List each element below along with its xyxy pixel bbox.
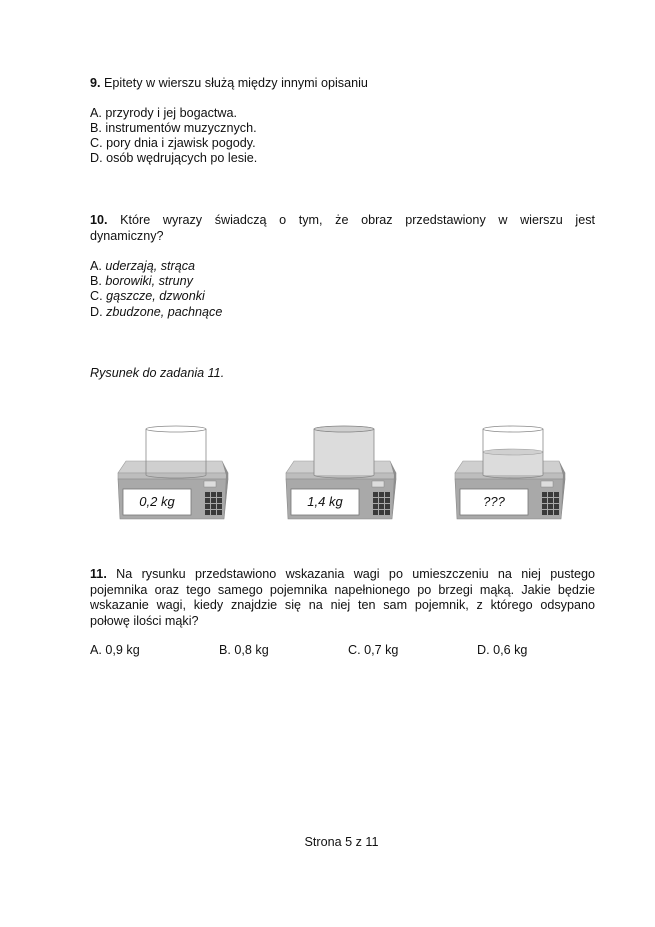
question-10 bbox=[90, 213, 595, 229]
question-text: Które wyrazy świadczą o tym, że obraz przedstawiony w wierszu jest bbox=[120, 213, 596, 227]
question-11-line3: wskazanie wagi, kiedy znajdzie się na niej ten sam pojemnik, z którego odsypano bbox=[90, 598, 595, 612]
scale-reading: 1,4 kg bbox=[307, 494, 343, 509]
answer-b: B. 0,8 kg bbox=[219, 643, 269, 657]
flour bbox=[483, 452, 543, 475]
power-button bbox=[204, 481, 216, 487]
option-a: A. uderzają, strąca bbox=[90, 259, 196, 273]
option-c: C. gąszcze, dzwonki bbox=[90, 289, 205, 303]
option-b: B. borowiki, struny bbox=[90, 274, 193, 288]
answer-d: D. 0,6 kg bbox=[477, 643, 528, 657]
question-number: 9. bbox=[90, 76, 101, 90]
option-a: A. przyrody i jej bogactwa. bbox=[90, 106, 237, 120]
scale-platform bbox=[118, 461, 228, 473]
question-number: 10. bbox=[90, 213, 108, 227]
question-11-line4: połowę ilości mąki? bbox=[90, 614, 199, 628]
question-10-cont: dynamiczny? bbox=[90, 229, 164, 243]
option-d: D. zbudzone, pachnące bbox=[90, 305, 223, 319]
scale-half bbox=[449, 415, 569, 523]
answer-c: C. 0,7 kg bbox=[348, 643, 399, 657]
figure-caption: Rysunek do zadania 11. bbox=[90, 366, 225, 380]
option-b: B. instrumentów muzycznych. bbox=[90, 121, 257, 135]
scale-empty bbox=[112, 415, 232, 523]
question-text: Epitety w wierszu służą między innymi opisaniu bbox=[104, 76, 368, 90]
answer-a: A. 0,9 kg bbox=[90, 643, 140, 657]
scale-reading: 0,2 kg bbox=[139, 494, 175, 509]
option-d: D. osób wędrujących po lesie. bbox=[90, 151, 258, 165]
option-c: C. pory dnia i zjawisk pogody. bbox=[90, 136, 256, 150]
question-9 bbox=[90, 76, 368, 91]
power-button bbox=[541, 481, 553, 487]
scale-full bbox=[280, 415, 400, 523]
question-11: 11. Na rysunku przedstawiono wskazania wagi po umieszczeniu na niej pustego bbox=[90, 567, 596, 581]
question-number: 11. bbox=[90, 567, 107, 581]
flour bbox=[314, 429, 374, 475]
question-11-line2: pojemnika oraz tego samego pojemnika napełnionego po brzegi mąką. Jakie będzie bbox=[90, 583, 595, 597]
scale-reading: ??? bbox=[483, 494, 505, 509]
page-number: Strona 5 z 11 bbox=[304, 835, 379, 849]
power-button bbox=[372, 481, 384, 487]
